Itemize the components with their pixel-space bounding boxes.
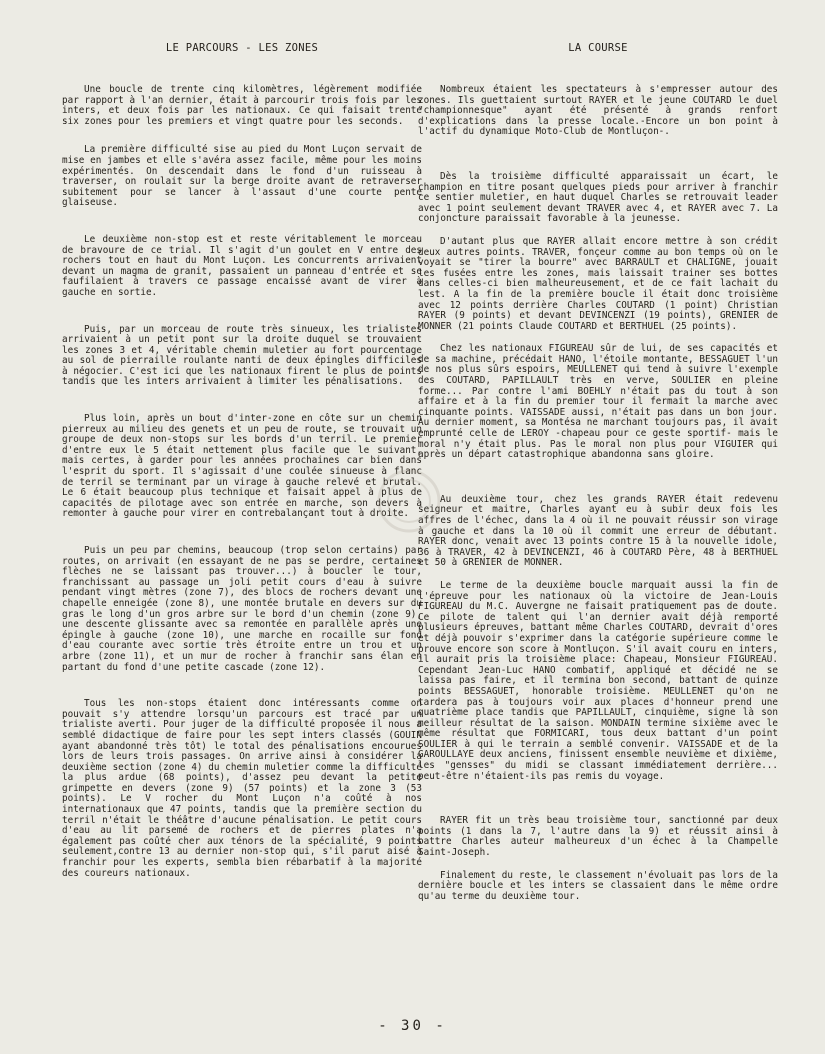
paragraph: La première difficulté sise au pied du Mont Luçon servait de mise en jambes et elle s'avéra assez facile, même pour les moins expérimentés. On descendait dans le fond d'un ruisseau à traverser, on roulait sur la berge droite avant de retraverser subitement pour se lancer à l'assaut d'une courte pente glaiseuse. [62,144,422,209]
paragraph: Puis, par un morceau de route très sinueux, les trialistes arrivaient à un petit pont sur la droite duquel se trouvaient les zones 3 et 4, véritable chemin muletier au fort pourcentage au sol de pierraille roulante nanti de deux épingles difficiles à négocier. C'est ici que les nationaux firent le plus de points tandis que les inters arrivaient à limiter les pénalisations. [62,323,422,388]
paragraph: RAYER fit un très beau troisième tour, sanctionné par deux points (1 dans la 7, l'autre dans la 9) et réussit ainsi à battre Charles auteur malheureux d'un échec à la Champelle Saint-Joseph. [418,815,778,859]
section-heading-course: LA COURSE [568,42,628,54]
paragraph: Dès la troisième difficulté apparaissait un écart, le champion en titre posant quelques pieds pour arriver à franchir ce sentier muletier, en haut duquel Charles se retrouvait leader avec 1 point seulement devant TRAVER avec 4, et RAYER avec 7. La conjoncture paraissait favorable à la jeunesse. [418,170,778,225]
paragraph: Tous les non-stops étaient donc intéressants comme on pouvait s'y attendre lorsqu'un parcours est tracé par un trialiste averti. Pour juger de la difficulté proposée il nous a semblé didactique de faire pour les sept inters classés (GOUIN ayant abandonné très tôt) le total des pénalisations encourues lors de leurs trois passages. On arrive ainsi à considérer la deuxième section (zone 4) du chemin muletier comme la difficulté la plus ardue (68 points), d'assez peu devant la petite grimpette en devers (zone 9) (57 points) et la zone 3 (53 points). Le V rocher du Mont Luçon n'a coûté à nos internationaux que 47 points, tandis que la première section du terril n'était le théâtre d'aucune pénalisation. Le petit cours d'eau au lit parsemé de rochers et de pierres plates n'a également pas coûté cher aux ténors de la spécialité, 9 points seulement,contre 13 au dernier non-stop qui, s'il parut aisé à franchir pour les experts, sembla bien rébarbatif à la majorité des coureurs nationaux. [62,698,422,879]
paragraph: D'autant plus que RAYER allait encore mettre à son crédit deux autres points. TRAVER, fonçeur comme au bon temps où on le voyait se "tirer la bourre" avec BARRAULT et CHALIGNE, jouait les fusées entre les zones, mais laissait trainer ses bottes dans celles-ci bien malheureusement, et de ce fait lachait du lest. A la fin de la première boucle il était donc troisième avec 12 points derrière Charles COUTARD (1 point) Christian RAYER (9 points) et devant DEVINCENZI (19 points), GRENIER de MONNER (21 points Claude COUTARD et BERTHUEL (25 points). [418,235,778,332]
paragraph: Une boucle de trente cinq kilomètres, légèrement modifiée par rapport à l'an dernier, était à parcourir trois fois par les inters, et deux fois par les nationaux. Ce qui faisait trente six zones pour les premiers et vingt quatre pour les seconds. [62,84,422,127]
right-column [418,42,778,914]
section-heading-parcours: LE PARCOURS - LES ZONES [165,42,319,54]
paragraph: Nombreux étaient les spectateurs à s'empresser autour des zones. Ils guettaient surtout RAYER et le jeune COUTARD le duel "championnesque" ayant été présenté à grands renfort d'explications dans la presse locale.-Encore un bon point à l'actif du dynamique Moto-Club de Montluçon-. [418,84,778,138]
paragraph: Le terme de la deuxième boucle marquait aussi la fin de l'épreuve pour les nationaux où la victoire de Jean-Louis FIGUREAU du M.C. Auvergne ne faisait pratiquement pas de doute. Ce pilote de talent qui l'an dernier avait déjà remporté plusieurs épreuves, battant même Charles COUTARD, devrait d'ores et déjà pouvoir s'exprimer dans la catégorie supérieure comme le prouve encore son score à Montluçon. S'il avait couru en inters, il aurait pris la troisième place: Chapeau, Monsieur FIGUREAU. Cependant Jean-Luc HANO combatif, appliqué et décidé ne se laissa pas faire, et il termina bon second, battant de quinze points BESSAGUET, honorable troisième. MEULLENET qu'on ne tardera pas à toujours voir aux places d'honneur prend une quatrième place tandis que PAPILLAULT, cinquième, signe là son meilleur résultat de la saison. MONDAIN termine sixième avec le même résultat que FORMICARI, tous deux battant d'un point SOULIER à qui le terrain a semblé convenir. VAISSADE et de la GAROULLAYE deux anciens, finissent ensemble neuvième et dixième, les "gensses" du midi se classant immédiatement derrière... peut-être n'étaient-ils pas remis du voyage. [418,579,778,782]
paragraph: Au deuxième tour, chez les grands RAYER était redevenu seigneur et maitre, Charles ayant eu à subir deux fois les affres de l'échec, dans la 4 où il ne pouvait réussir son virage à gauche et dans la 10 où il commit une erreur de débutant. RAYER donc, venait avec 13 points contre 15 à la nouvelle idole, 36 à TRAVER, 42 à DEVINCENZI, 46 à COUTARD Père, 48 à BERTHUEL et 50 à GRENIER de MONNER. [418,493,778,569]
page-number: - 30 - [378,1018,447,1034]
paragraph: Puis un peu par chemins, beaucoup (trop selon certains) par routes, on arrivait (en essayant de ne pas se perdre, certaines flèches ne se laissant pas trouver...) à boucler le tour, franchissant au passage un joli petit cours d'eau à suivre pendant vingt mètres (zone 7), des blocs de rochers devant une chapelle enneigée (zone 8), une montée brutale en devers sur du gras le long d'un gros arbre sur le bord d'un chemin (zone 9), une descente glissante avec sa remontée en parallèle après une épingle à gauche (zone 10), une marche en rocaille sur fond d'eau courante avec sortie très étroite entre un trou et un arbre (zone 11), et un mur de rocher à franchir sans élan en partant du fond d'une petite cascade (zone 12). [62,545,422,673]
left-column [62,42,422,891]
paragraph: Plus loin, après un bout d'inter-zone en côte sur un chemin pierreux au milieu des genets et un peu de route, se trouvait un groupe de deux non-stops sur les bords d'un terril. Le premier d'entre eux le 5 était nettement plus facile que le suivant, mais certes, à garder pour les années prochaines car bien dans l'esprit du sport. Il s'agissait d'une coulée sinueuse à flanc de terril se terminant par un virage à gauche relevé et brutal. Le 6 était beaucoup plus technique et faisait appel à plus de capacités de pilotage avec son entrée en marche, son devers à remonter à gauche pour virer en contrebalançant tout à droite. [62,413,422,520]
paragraph: Chez les nationaux FIGUREAU sûr de lui, de ses capacités et de sa machine, précédait HANO, l'étoile montante, BESSAGUET l'un de nos plus sûrs espoirs, MEULLENET qui tend à suivre l'exemple des COUTARD, PAPILLAULT très en verve, SOULIER en pleine forme... Par contre l'ami BOEHLY n'était pas du tout à son affaire et à la fin du premier tour il fermait la marche avec cinquante points. VAISSADE aussi, n'était pas dans un bon jour. Au dernier moment, sa Montésa ne marchant toujours pas, il avait emprunté celle de LEROY -chapeau pour ce geste sportif- mais le moral n'y était plus. Pas le moral non plus pour VIGUIER qui après un départ catastrophique abandonna sans gloire. [418,343,778,461]
watermark-stamp [376,468,442,534]
paragraph: Finalement du reste, le classement n'évoluait pas lors de la dernière boucle et les inters se classaient dans le même ordre qu'au terme du deuxième tour. [418,869,778,902]
paragraph: Le deuxième non-stop est et reste véritablement le morceau de bravoure de ce trial. Il s'agit d'un goulet en V entre des rochers tout en haut du Mont Luçon. Les concurrents arrivaient devant un magma de granit, passaient un panneau d'entrée et se faufilaient à travers ce passage encaissé avant de virer à gauche en sortie. [62,233,422,298]
